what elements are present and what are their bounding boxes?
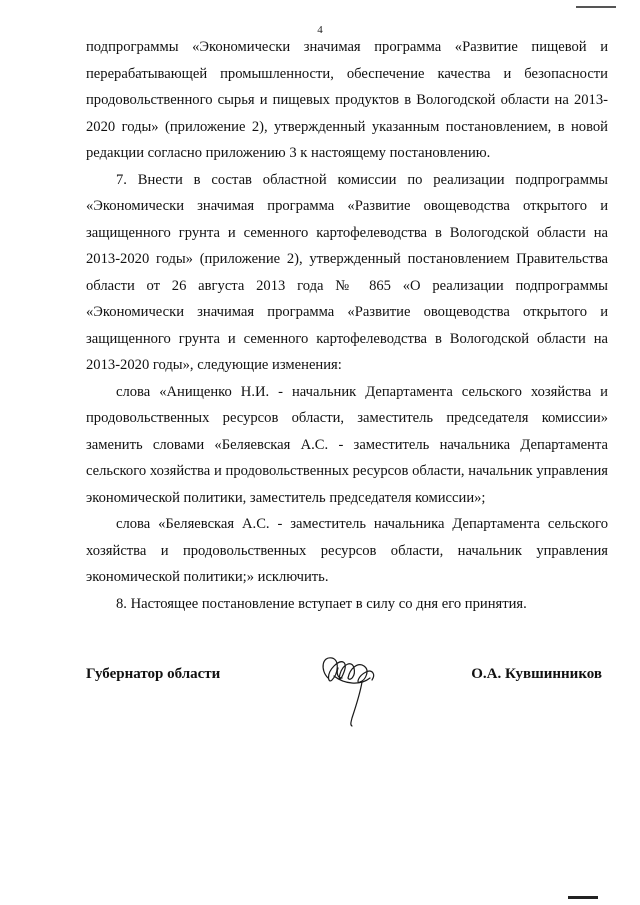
signature-block bbox=[86, 660, 608, 740]
page-number: 4 bbox=[317, 24, 323, 36]
handwritten-signature bbox=[314, 648, 384, 730]
paragraph-item-7: 7. Внести в состав областной комиссии по реализации подпрограммы «Экономически значимая программа «Развитие овощеводства открытого и защищенного грунта и семенного картофелеводства в Вологодской области на 2013-2020 годы» (приложение 2), утвержденный постановлением Правительства области от 26 августа 2013 года № 865 «О реализации подпрограммы «Экономически значимая программа «Развитие овощеводства открытого и защищенного грунта и семенного картофелеводства в Вологодской области на 2013-2020 годы», следующие изменения: bbox=[86, 171, 608, 373]
paragraph-exclude-words: слова «Беляевская А.С. - заместитель начальника Департамента сельского хозяйства и продовольственных ресурсов области, начальник управления экономической политики;» исключить. bbox=[86, 516, 608, 585]
signatory-name: О.А. Кувшинников bbox=[471, 666, 602, 682]
signatory-title: Губернатор области bbox=[86, 666, 221, 682]
paragraph-item-8: 8. Настоящее постановление вступает в силу со дня его принятия. bbox=[116, 595, 527, 612]
corner-mark bbox=[576, 6, 616, 8]
bottom-mark bbox=[568, 896, 598, 899]
paragraph-replace-words: слова «Анищенко Н.И. - начальник Департамента сельского хозяйства и продовольственных ресурсов области, заместитель председателя комиссии» заменить словами «Беляевская А.С. - заместитель начальника Департамента сельского хозяйства и продовольственных ресурсов области, начальник управления экономической политики, заместитель председателя комиссии»; bbox=[86, 383, 608, 506]
paragraph-continuation: подпрограммы «Экономически значимая программа «Развитие пищевой и перерабатывающей промышленности, обеспечение качества и безопасности продовольственного сырья и пищевых продуктов в Вологодской области на 2013-2020 годы» (приложение 2), утвержденный указанным постановлением, в новой редакции согласно приложению 3 к настоящему постановлению. bbox=[86, 39, 608, 161]
document-body bbox=[86, 34, 608, 617]
